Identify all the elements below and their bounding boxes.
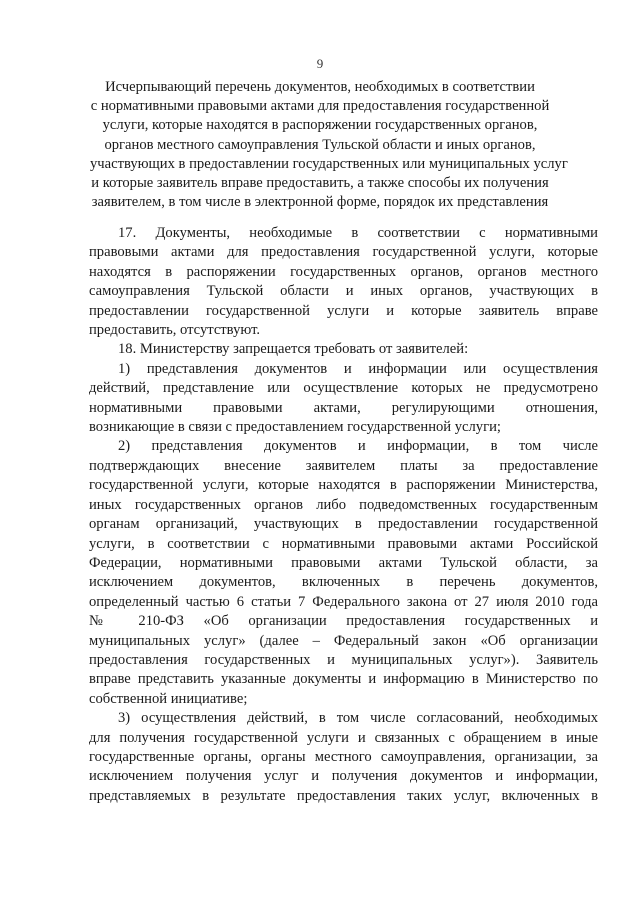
paragraph-18 xyxy=(89,340,598,359)
list-item-1 xyxy=(89,360,598,438)
text-line: правовыми актами для предоставления государственной услуги, которые xyxy=(89,244,598,261)
heading-line: участвующих в предоставлении государственных или муниципальных услуг xyxy=(90,155,568,172)
page-number: 9 xyxy=(316,56,324,71)
text-line: иных государственных органов либо подведомственных государственным xyxy=(89,496,598,513)
heading-line: услуги, которые находятся в распоряжении государственных органов, xyxy=(102,117,538,134)
text-line: подтверждающих внесение заявителем платы за предоставление xyxy=(89,457,598,474)
text-line: собственной инициативе; xyxy=(89,690,248,707)
section-heading xyxy=(90,78,568,212)
paragraph-17 xyxy=(89,224,598,340)
document-body xyxy=(89,224,598,806)
text-line: нормативными правовыми актами, регулирующими отношения, xyxy=(89,399,598,416)
heading-line: Исчерпывающий перечень документов, необходимых в соответствии xyxy=(105,79,535,95)
text-line: государственные органы, органы местного самоуправления, организации, за xyxy=(89,748,598,765)
heading-line: органов местного самоуправления Тульской области и иных органов, xyxy=(104,136,536,153)
text-line: органам организаций, участвующих в предоставлении государственной xyxy=(89,516,598,533)
text-line: предоставлении государственной услуги и которые заявитель вправе xyxy=(89,302,598,319)
text-line: Федерации, нормативными правовыми актами Тульской области, за xyxy=(89,554,598,571)
text-line: 1) представления документов и информации или осуществления xyxy=(118,360,598,377)
text-line: 2) представления документов и информации, в том числе xyxy=(118,438,598,455)
text-line: находятся в распоряжении государственных органов, органов местного xyxy=(89,263,598,280)
text-line: возникающие в связи с предоставлением государственной услуги; xyxy=(89,419,501,436)
text-line: представляемых в результате предоставления таких услуг, включенных в xyxy=(89,787,598,804)
text-line: услуги, в соответствии с нормативными правовыми актами Российской xyxy=(89,535,598,552)
heading-line: и которые заявитель вправе предоставить, а также способы их получения xyxy=(91,175,549,192)
text-line: муниципальных услуг» (далее – Федеральный закон «Об организации xyxy=(89,632,598,649)
text-line: вправе представить указанные документы и информацию в Министерство по xyxy=(89,671,598,688)
heading-line: с нормативными правовыми актами для предоставления государственной xyxy=(90,98,550,115)
list-item-3 xyxy=(89,709,598,806)
text-line: исключением получения услуг и получения документов и информации, xyxy=(89,768,598,785)
text-line: 17. Документы, необходимые в соответствии с нормативными xyxy=(118,225,598,241)
text-line: предоставить, отсутствуют. xyxy=(89,322,260,339)
text-line: государственной услуги, которые находятся в распоряжении Министерства, xyxy=(89,477,598,494)
list-item-2 xyxy=(89,437,598,709)
text-line: действий, представление или осуществление которых не предусмотрено xyxy=(89,380,598,397)
text-line: 18. Министерству запрещается требовать от заявителей: xyxy=(118,341,469,358)
text-line: предоставления государственных и муниципальных услуг»). Заявитель xyxy=(89,651,598,668)
text-line: 3) осуществления действий, в том числе согласований, необходимых xyxy=(118,710,598,727)
text-line: для получения государственной услуги и связанных с обращением в иные xyxy=(89,729,598,746)
text-line: самоуправления Тульской области и иных органов, участвующих в xyxy=(89,283,598,300)
text-line: исключением документов, включенных в перечень документов, xyxy=(89,574,598,591)
text-line: № 210-ФЗ «Об организации предоставления государственных и xyxy=(89,613,598,630)
text-line: определенный частью 6 статьи 7 Федерального закона от 27 июля 2010 года xyxy=(89,593,598,610)
heading-line: заявителем, в том числе в электронной форме, порядок их представления xyxy=(91,194,549,211)
